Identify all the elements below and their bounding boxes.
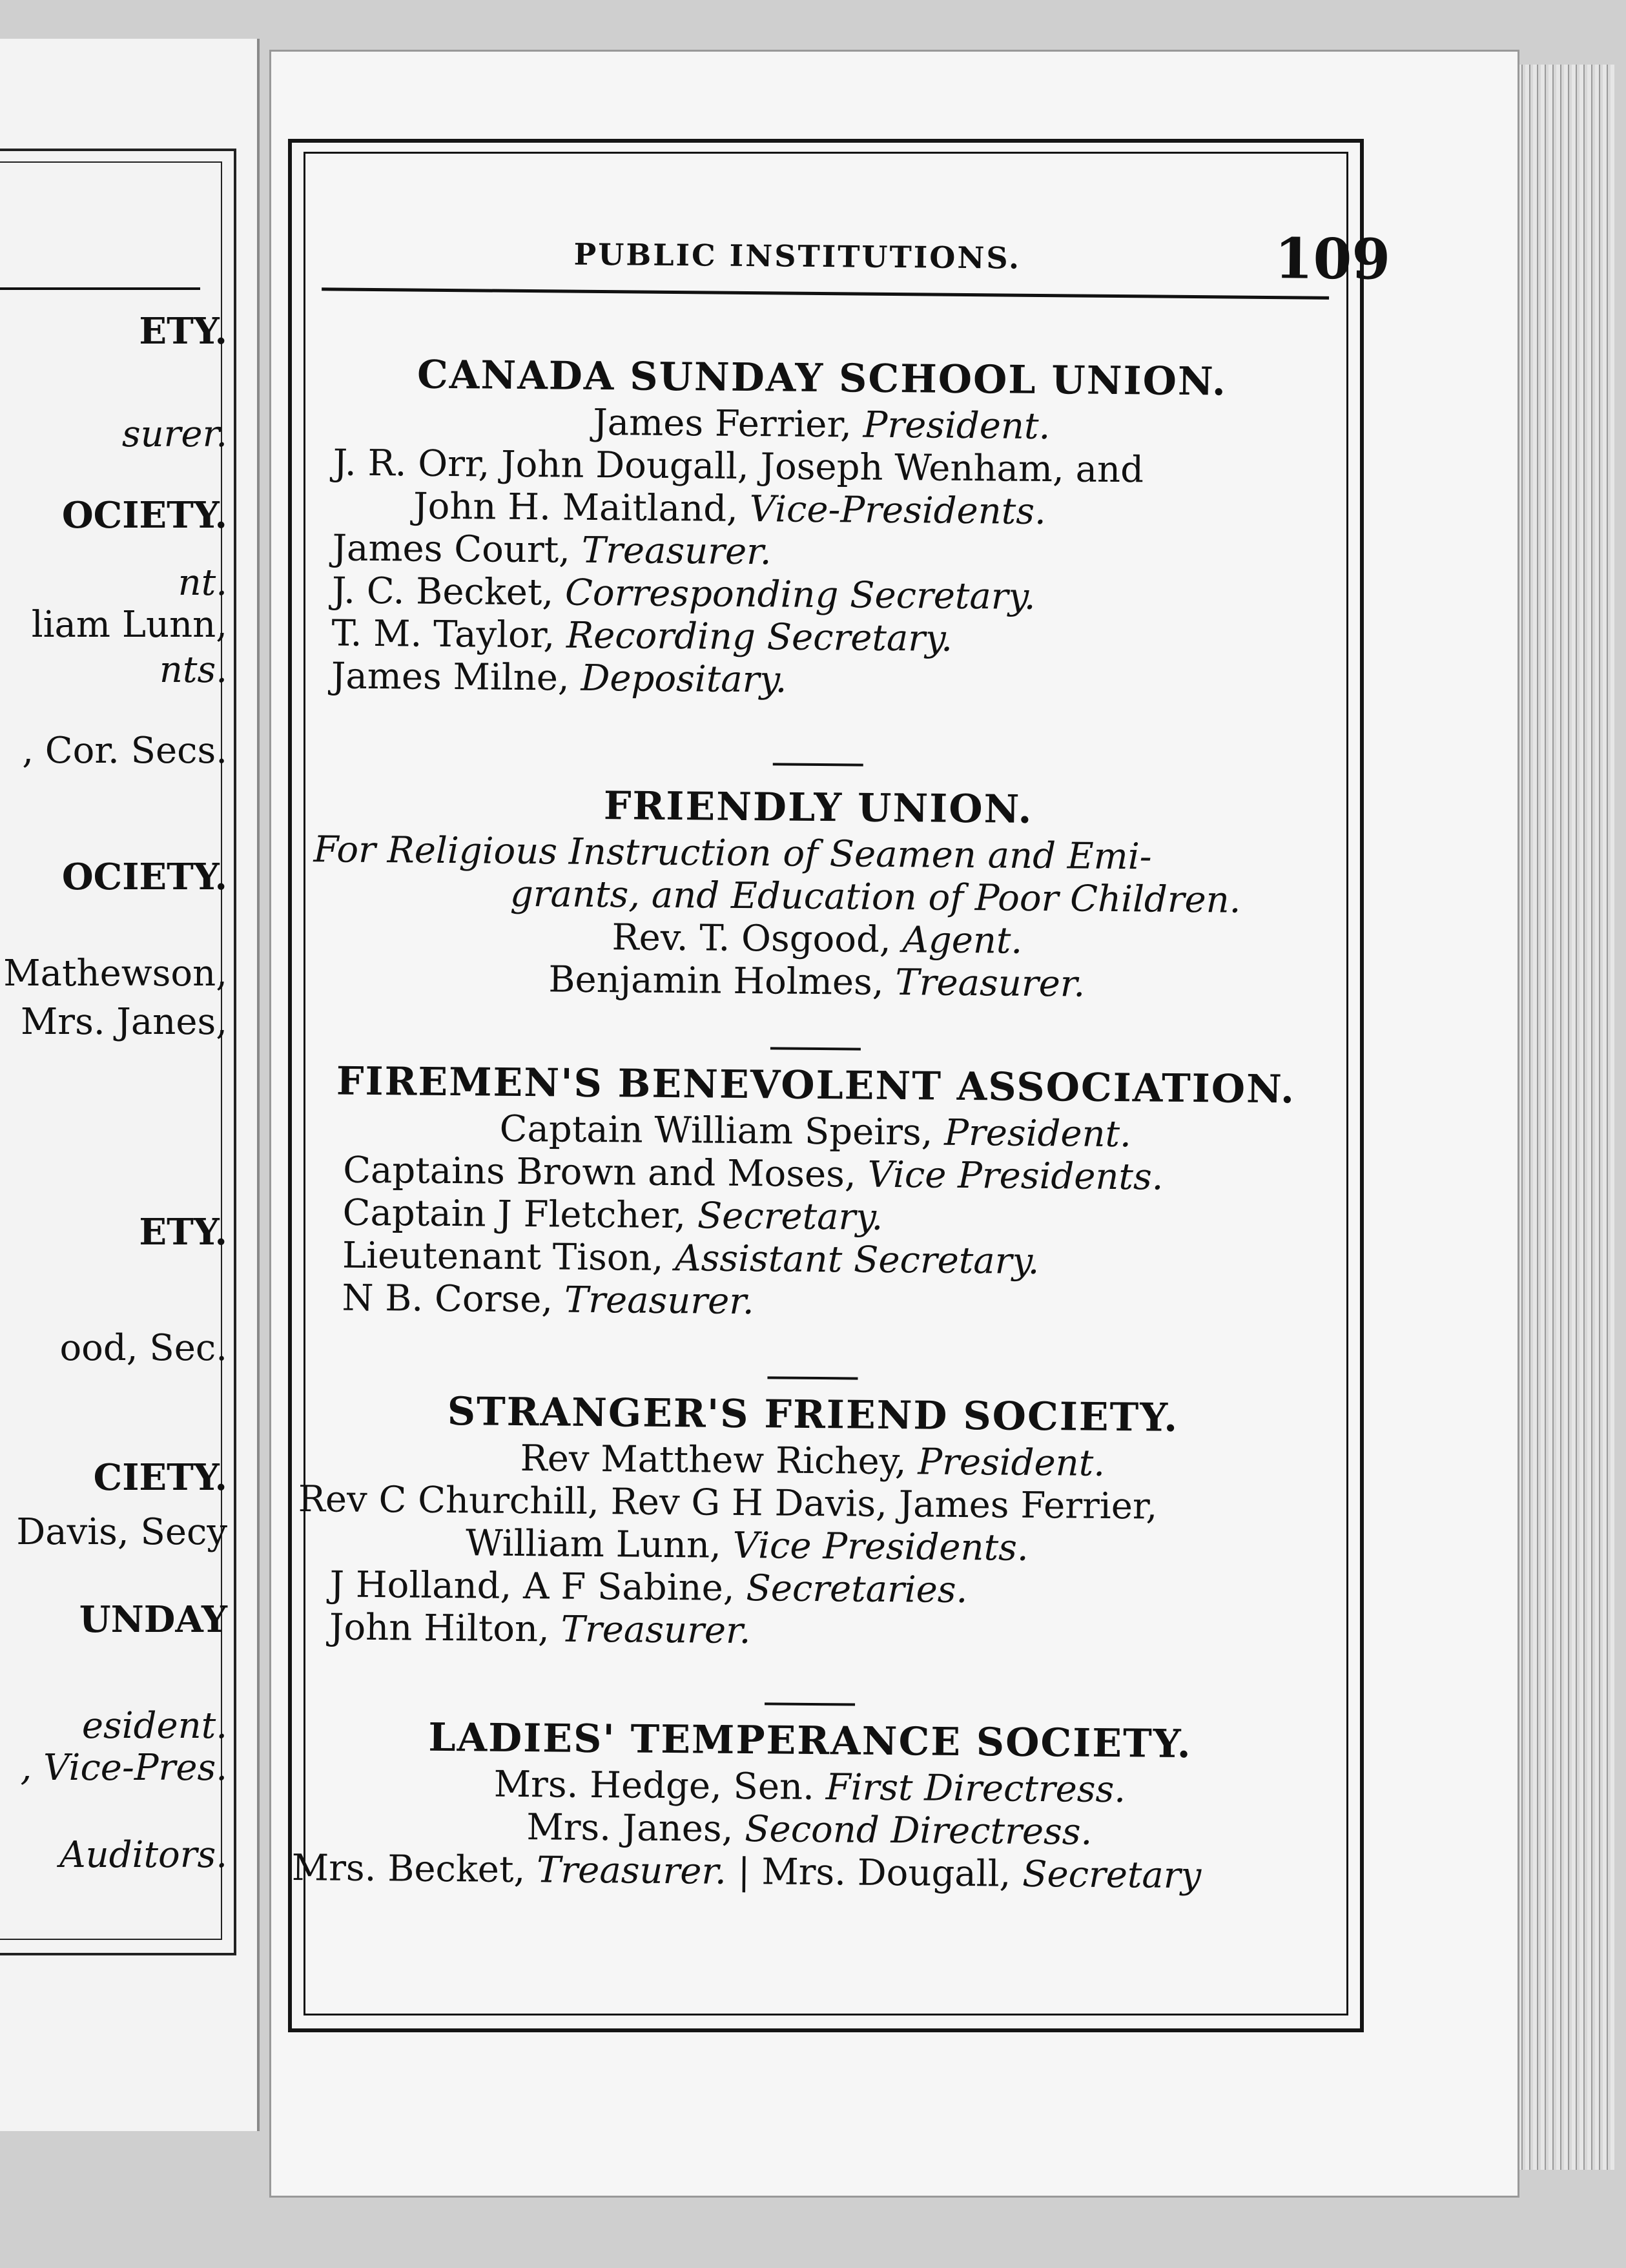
entry: Rev C Churchill, Rev G H Davis, James Ferrier, (298, 1478, 1158, 1528)
entry-role: First Directress. (825, 1766, 1126, 1811)
entry-name: J. C. Becket, (331, 570, 554, 614)
entry-role: Treasurer. (564, 1279, 754, 1323)
left-fragment: OCIETY. (61, 494, 227, 537)
section-description: For Religious Instruction of Seamen and Emi- (313, 829, 1152, 878)
entry-role: President. (944, 1111, 1132, 1156)
page-edges (1518, 65, 1614, 2170)
entry (293, 1277, 1335, 1328)
entry-name: Captains Brown and Moses, (342, 1149, 856, 1196)
entry-name: Captain J Fletcher, (342, 1191, 686, 1237)
entry-name: John Hilton, (329, 1606, 550, 1651)
head-rule (322, 287, 1329, 300)
entry-role: Secretary. (697, 1195, 883, 1239)
left-fragment: esident. (81, 1705, 227, 1747)
left-fragment: surer. (121, 413, 227, 455)
section-separator (770, 1047, 861, 1050)
left-fragment: liam Lunn, (31, 604, 227, 646)
entry-role: Vice Presidents. (867, 1153, 1164, 1199)
section-firemens-association (293, 1056, 1336, 1328)
entry-role: Secretaries. (746, 1567, 968, 1612)
entry-role: Secretary (1022, 1853, 1202, 1897)
entry-name: N B. Corse, (342, 1277, 553, 1321)
entry-name: J Holland, A F Sabine, (329, 1563, 735, 1609)
entry-role: Treasurer. (895, 962, 1086, 1005)
entry (299, 655, 1341, 706)
entry-role: Vice-Presidents. (749, 488, 1047, 533)
section-heading: FIREMEN'S BENEVOLENT ASSOCIATION. (336, 1058, 1296, 1113)
section-heading: LADIES' TEMPERANCE SOCIETY. (428, 1715, 1192, 1768)
page-number: 109 (1274, 226, 1391, 293)
left-fragment: Auditors. (59, 1834, 227, 1876)
left-fragment: ETY. (139, 310, 227, 353)
entry-name: John H. Maitland, (413, 485, 739, 530)
entry-role: Treasurer. (561, 1608, 751, 1653)
left-facing-page (0, 39, 260, 2131)
section-heading: FRIENDLY UNION. (603, 783, 1033, 832)
entry-role: Agent. (902, 919, 1023, 962)
left-fragment: , Vice-Pres. (20, 1747, 227, 1789)
entry-role: Corresponding Secretary. (564, 572, 1036, 618)
entry-name: William Lunn, (465, 1522, 722, 1567)
running-head: PUBLIC INSTITUTIONS. (573, 236, 1022, 276)
entry-name: Rev. T. Osgood, (612, 916, 891, 961)
entry-role: Depositary. (581, 657, 787, 701)
entry-role: President. (918, 1441, 1106, 1485)
entry-name: James Milne, (331, 655, 570, 699)
left-fragment: Mathewson, (3, 953, 227, 995)
left-fragment: CIETY. (93, 1456, 227, 1499)
entry-name: Mrs. Dougall, (761, 1851, 1011, 1895)
left-page-head-rule (0, 287, 200, 290)
left-fragment: nt. (178, 562, 227, 604)
left-fragment: Mrs. Janes, (20, 1001, 227, 1043)
entry-name: James Court, (332, 527, 571, 572)
entry-role: Second Directress. (744, 1808, 1093, 1853)
section-friendly-union (296, 778, 1339, 1008)
entry-role: President. (863, 404, 1051, 448)
entry-name: T. M. Taylor, (331, 612, 555, 657)
entry-role: Assistant Secretary. (674, 1237, 1040, 1283)
entry-role: Treasurer. (536, 1849, 727, 1893)
entry-role: Vice Presidents. (732, 1524, 1029, 1569)
section-separator (773, 763, 863, 766)
entry-name: Benjamin Holmes, (548, 958, 884, 1004)
left-fragment: ETY. (139, 1211, 227, 1253)
entry-name: Lieutenant Tison, (342, 1234, 664, 1279)
book-page (271, 52, 1518, 2196)
page-content (287, 152, 1391, 2021)
entry-divider: | (737, 1850, 750, 1893)
entry-role: Treasurer. (581, 529, 772, 573)
section-strangers-friend-society (291, 1385, 1333, 1658)
left-fragment: nts. (159, 649, 227, 691)
entry-name: Captain William Speirs, (499, 1108, 933, 1154)
entry (289, 1847, 1330, 1899)
entry-role: Recording Secretary. (566, 614, 953, 660)
entry (296, 956, 1338, 1008)
entry-name: Rev Matthew Richey, (520, 1438, 907, 1483)
left-fragment: , Cor. Secs. (22, 730, 227, 772)
left-fragment: OCIETY. (61, 856, 227, 898)
section-separator (767, 1376, 858, 1379)
left-fragment: Davis, Secy (16, 1511, 227, 1553)
section-heading: CANADA SUNDAY SCHOOL UNION. (417, 352, 1228, 405)
section-description: grants, and Education of Poor Children. (509, 872, 1241, 922)
entry-name: James Ferrier, (593, 401, 852, 446)
entry (291, 1606, 1332, 1658)
section-ladies-temperance-society (289, 1711, 1331, 1899)
entry-name: Mrs. Becket, (291, 1846, 526, 1892)
section-heading: STRANGER'S FRIEND SOCIETY. (447, 1389, 1179, 1441)
left-fragment: UNDAY (79, 1598, 227, 1641)
section-sunday-school-union (299, 349, 1343, 706)
left-fragment: ood, Sec. (59, 1327, 227, 1369)
entry-name: Mrs. Hedge, Sen. (493, 1763, 815, 1808)
section-separator (765, 1702, 855, 1706)
entry-name: Mrs. Janes, (526, 1806, 734, 1850)
entry: J. R. Orr, John Dougall, Joseph Wenham, and (333, 442, 1144, 491)
